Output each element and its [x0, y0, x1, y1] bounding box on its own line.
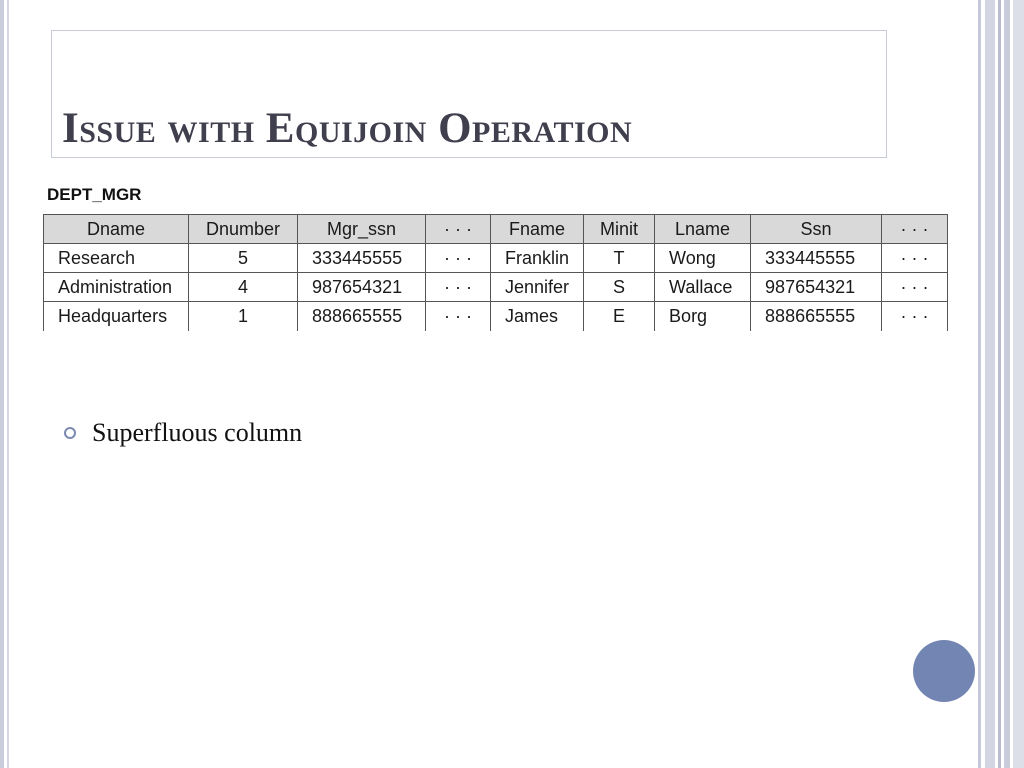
right-stripe-5 — [1013, 0, 1024, 768]
column-header-ellipsis: · · · — [426, 215, 491, 244]
table-row — [44, 273, 948, 302]
cell-fname: Jennifer — [491, 273, 584, 302]
left-border-stripe — [0, 0, 4, 768]
slide-title: Issue with Equijoin Operation — [62, 105, 633, 152]
decorative-circle — [913, 640, 975, 702]
right-stripe-2 — [985, 0, 995, 768]
cell-lname: Wallace — [655, 273, 751, 302]
cell-mgr-ssn: 333445555 — [298, 244, 426, 273]
bullet-text: Superfluous column — [92, 418, 303, 447]
bullet-item — [64, 418, 302, 448]
cell-minit: E — [584, 302, 655, 331]
table-row — [44, 244, 948, 273]
column-header-ellipsis: · · · — [882, 215, 948, 244]
column-header-lname: Lname — [655, 215, 751, 244]
cell-ellipsis: · · · — [882, 273, 948, 302]
cell-lname: Borg — [655, 302, 751, 331]
cell-dname: Headquarters — [44, 302, 189, 331]
cell-ssn: 333445555 — [751, 244, 882, 273]
cell-dnumber: 1 — [189, 302, 298, 331]
dept-mgr-table — [43, 214, 948, 331]
column-header-mgr-ssn: Mgr_ssn — [298, 215, 426, 244]
column-header-dname: Dname — [44, 215, 189, 244]
cell-mgr-ssn: 888665555 — [298, 302, 426, 331]
cell-ellipsis: · · · — [426, 244, 491, 273]
column-header-fname: Fname — [491, 215, 584, 244]
cell-lname: Wong — [655, 244, 751, 273]
cell-fname: Franklin — [491, 244, 584, 273]
cell-ssn: 888665555 — [751, 302, 882, 331]
cell-ssn: 987654321 — [751, 273, 882, 302]
table-header-row — [44, 215, 948, 244]
hollow-circle-bullet-icon — [64, 427, 76, 439]
cell-fname: James — [491, 302, 584, 331]
cell-dname: Research — [44, 244, 189, 273]
column-header-ssn: Ssn — [751, 215, 882, 244]
table-name-label: DEPT_MGR — [47, 185, 142, 204]
column-header-minit: Minit — [584, 215, 655, 244]
cell-ellipsis: · · · — [426, 273, 491, 302]
cell-mgr-ssn: 987654321 — [298, 273, 426, 302]
cell-dname: Administration — [44, 273, 189, 302]
cell-ellipsis: · · · — [882, 244, 948, 273]
cell-ellipsis: · · · — [426, 302, 491, 331]
cell-ellipsis: · · · — [882, 302, 948, 331]
right-stripe-1 — [978, 0, 981, 768]
cell-minit: T — [584, 244, 655, 273]
cell-dnumber: 4 — [189, 273, 298, 302]
table-row — [44, 302, 948, 331]
right-stripe-3 — [998, 0, 1001, 768]
cell-dnumber: 5 — [189, 244, 298, 273]
right-stripe-4 — [1004, 0, 1010, 768]
cell-minit: S — [584, 273, 655, 302]
column-header-dnumber: Dnumber — [189, 215, 298, 244]
left-border-stripe-inner — [7, 0, 9, 768]
